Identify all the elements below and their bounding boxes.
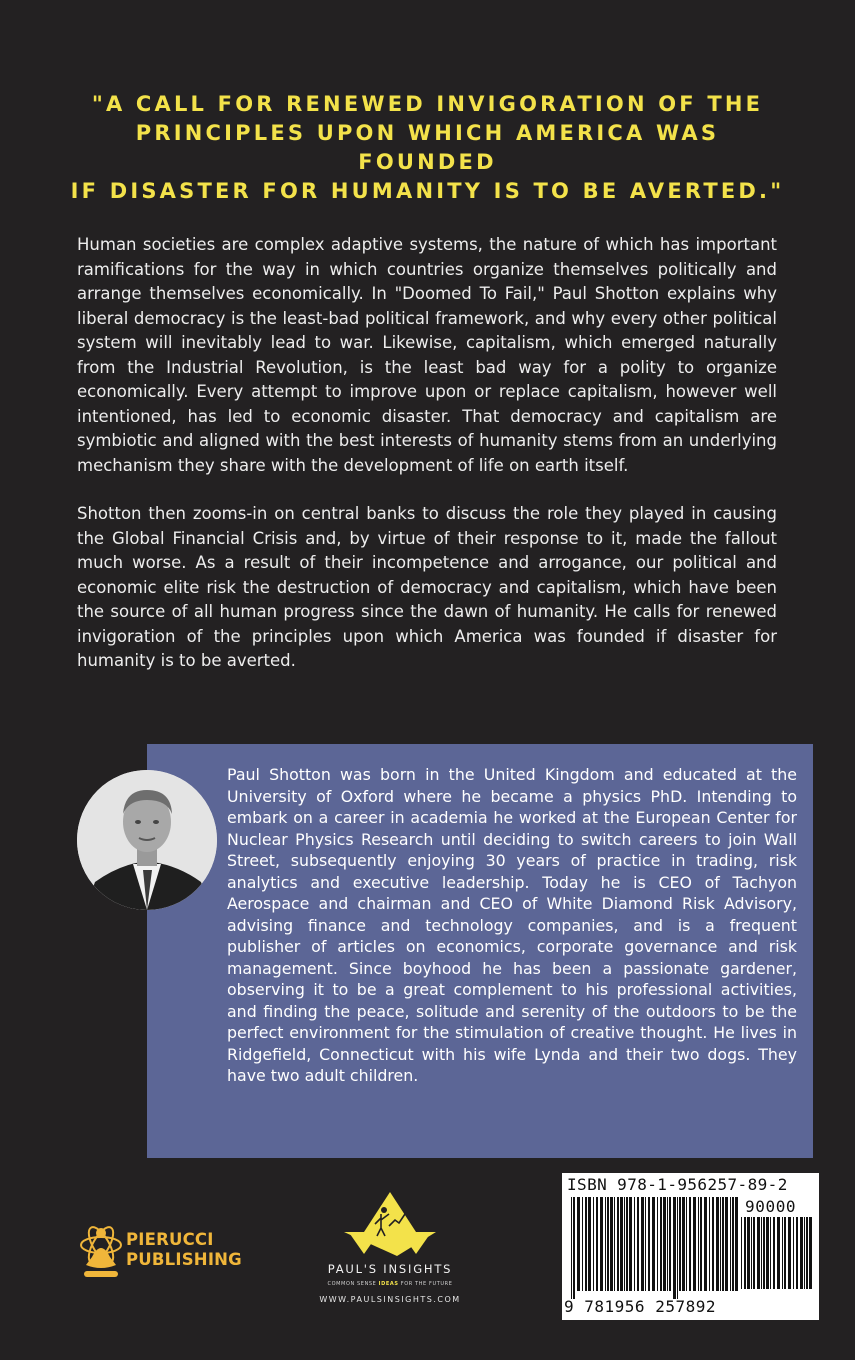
ean-barcode-bars (570, 1197, 740, 1299)
author-photo (77, 770, 217, 910)
barcode-bar (573, 1197, 575, 1299)
barcode-bar (682, 1197, 685, 1291)
imprint-url: WWW.PAULSINSIGHTS.COM (319, 1295, 461, 1304)
barcode-bar (614, 1197, 615, 1291)
isbn-barcode (562, 1173, 819, 1320)
barcode-bar (777, 1217, 780, 1289)
barcode-bar (753, 1217, 755, 1289)
barcode-bar (571, 1197, 572, 1299)
barcode-bar (720, 1197, 721, 1291)
barcode-bar (593, 1197, 594, 1291)
author-bio-panel (147, 744, 813, 1158)
barcode-bar (747, 1217, 750, 1289)
barcode-bar (585, 1197, 587, 1291)
barcode-bar (620, 1197, 623, 1291)
barcode-bar (624, 1197, 625, 1291)
triangle-person-icon (295, 1190, 485, 1260)
barcode-bar (663, 1197, 666, 1291)
barcode-bar (677, 1197, 678, 1299)
pierucci-publishing-logo (78, 1215, 258, 1285)
barcode-bar (689, 1197, 691, 1291)
barcode-bar (796, 1217, 798, 1289)
barcode-bar (766, 1217, 769, 1289)
ean-digits: 9 781956 257892 (564, 1297, 716, 1316)
barcode-bar (761, 1217, 762, 1289)
barcode-bar (704, 1197, 707, 1291)
imprint-name: PAUL'S INSIGHTS (327, 1262, 453, 1276)
barcode-bar (652, 1197, 655, 1291)
price-code: 90000 (745, 1197, 797, 1216)
barcode-bar (788, 1217, 791, 1289)
blurb-paragraph-1: Human societies are complex adaptive systems, the nature of which has important ramifications for the way in which countries organize themselves politically and arrange themselves economically. In "Doomed To Fail," Paul Shotton explains why liberal democracy is the least-bad political framework, and why every other political system will inevitably lead to war. Likewise, capitalism, which emerged naturally from the Industrial Revolution, is the least bad way for a polity to organize economically. Every attempt to improve upon or replace capitalism, however well intentioned, has led to economic disaster. That democracy and capitalism are symbiotic and aligned with the best interests of humanity stems from an underlying mechanism they share with the development of life on earth itself. (77, 235, 777, 475)
pull-quote (70, 90, 785, 206)
author-portrait-image (77, 770, 217, 910)
barcode-bar (757, 1217, 760, 1289)
barcode-bar (751, 1217, 752, 1289)
barcode-bar (617, 1197, 619, 1291)
blurb-paragraph-2: Shotton then zooms-in on central banks to discuss the role they played in causing the Global Financial Crisis and, by virtue of their response to it, made the fallout much worse. As a result of their incompetence and arrogance, our political and economic elite risk the destruction of democracy and capitalism, which have been the source of all human progress since the dawn of humanity. He calls for renewed invigoration of the principles upon which America was founded if disaster for humanity is to be averted. (77, 504, 777, 670)
barcode-bar (732, 1197, 734, 1291)
barcode-bar (605, 1197, 606, 1291)
barcode-bar (582, 1197, 583, 1291)
imprint-tagline (295, 1281, 485, 1287)
barcode-bar (744, 1217, 746, 1289)
barcode-bar (637, 1197, 639, 1291)
barcode-bar (641, 1197, 644, 1291)
barcode-bar (722, 1197, 724, 1291)
pull-quote-line: PRINCIPLES UPON WHICH AMERICA WAS FOUNDED (135, 121, 720, 174)
barcode-bar (741, 1217, 742, 1289)
barcode-bar (607, 1197, 609, 1291)
barcode-bar (709, 1197, 710, 1291)
publisher-name-line-1: PIERUCCI (126, 1230, 214, 1249)
barcode-bar (657, 1197, 658, 1291)
barcode-bar (693, 1197, 696, 1291)
barcode-bar (634, 1197, 635, 1291)
barcode-bar (588, 1197, 591, 1291)
barcode-bar (596, 1197, 598, 1291)
barcode-bar (763, 1217, 765, 1289)
barcode-bar (782, 1217, 783, 1289)
pull-quote-line: "A CALL FOR RENEWED INVIGORATION OF THE (91, 92, 764, 116)
publisher-name-line-2: PUBLISHING (126, 1250, 242, 1269)
tagline-part: FOR THE FUTURE (398, 1281, 453, 1287)
author-bio-text: Paul Shotton was born in the United Kingdom and educated at the University of Oxford where he became a physics PhD. Intending to embark on a career in academia he worked at the European Center for Nuclear Physics Research until deciding to switch careers to join Wall Street, subsequently enjoying 30 years of practice in trading, risk analytics and executive leadership. Today he is CEO of Tachyon Aerospace and chairman and CEO of White Diamond Risk Advisory, advising finance and technology companies, and is a frequent publisher of articles on economics, corporate governance and risk management. Since boyhood he has been a passionate gardener, observing it to be a great complement to his professional activities, and finding the peace, solitude and serenity of the outdoors to be the perfect environment for the stimulation of creative thought. He lives in Ridgefield, Connecticut with his wife Lynda and their two dogs. They have two adult children. (227, 765, 797, 1085)
barcode-bar (793, 1217, 794, 1289)
barcode-bar (629, 1197, 632, 1291)
tagline-highlight: IDEAS (378, 1281, 399, 1287)
barcode-bar (626, 1197, 628, 1291)
pauls-insights-logo (295, 1190, 485, 1310)
barcode-bar (667, 1197, 668, 1291)
barcode-bar (660, 1197, 662, 1291)
barcode-bar (673, 1197, 676, 1299)
barcode-bar (773, 1217, 775, 1289)
barcode-bar (645, 1197, 646, 1291)
barcode-bar (804, 1217, 805, 1289)
barcode-bar (679, 1197, 681, 1291)
pull-quote-line: IF DISASTER FOR HUMANITY IS TO BE AVERTED." (70, 179, 785, 203)
barcode-bar (730, 1197, 731, 1291)
isbn-number: ISBN 978-1-956257-89-2 (567, 1175, 788, 1194)
barcode-bar (577, 1197, 580, 1291)
barcode-bar (698, 1197, 699, 1291)
tagline-part: COMMON SENSE (327, 1281, 379, 1287)
barcode-bar (784, 1217, 786, 1289)
barcode-bar (686, 1197, 687, 1291)
meditating-figure-icon (78, 1217, 124, 1279)
barcode-bar (600, 1197, 603, 1291)
addon-barcode-bars (740, 1217, 812, 1297)
barcode-bar (610, 1197, 613, 1291)
barcode-bar (716, 1197, 719, 1291)
barcode-bar (700, 1197, 702, 1291)
barcode-bar (735, 1197, 738, 1291)
barcode-bar (725, 1197, 728, 1291)
barcode-bar (712, 1197, 714, 1291)
barcode-bar (809, 1217, 812, 1289)
barcode-bar (800, 1217, 803, 1289)
barcode-bar (806, 1217, 808, 1289)
barcode-bar (669, 1197, 671, 1291)
barcode-bar (770, 1217, 771, 1289)
barcode-bar (648, 1197, 650, 1291)
